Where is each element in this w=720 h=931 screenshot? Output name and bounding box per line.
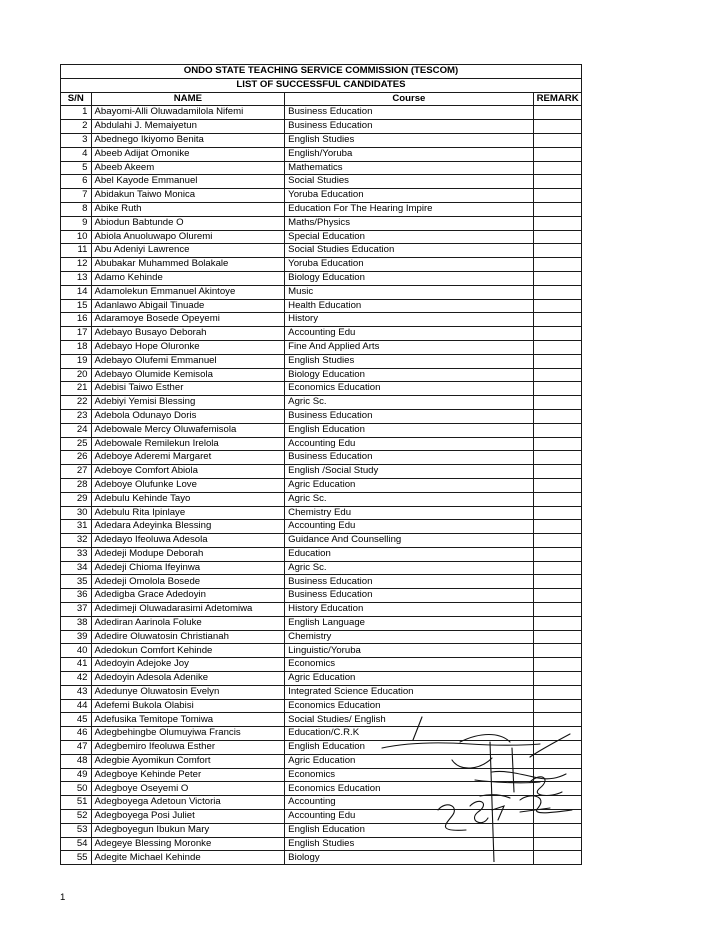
table-row [61, 382, 582, 396]
column-header-name: NAME [91, 92, 285, 106]
table-row [61, 175, 582, 189]
table-row [61, 741, 582, 755]
row-remark [533, 534, 581, 548]
row-remark [533, 354, 581, 368]
row-remark [533, 823, 581, 837]
row-remark [533, 603, 581, 617]
table-row [61, 244, 582, 258]
table-row [61, 603, 582, 617]
table-row [61, 810, 582, 824]
document-title: ONDO STATE TEACHING SERVICE COMMISSION (TESCOM) [61, 65, 582, 79]
row-remark [533, 575, 581, 589]
table-row [61, 768, 582, 782]
row-remark [533, 147, 581, 161]
row-name: Adebowale Remilekun Irelola [91, 437, 285, 451]
table-row [61, 230, 582, 244]
row-sn: 2 [61, 120, 92, 134]
row-name: Adeboye Olufunke Love [91, 478, 285, 492]
row-course: English Education [285, 823, 533, 837]
row-name: Adedeji Chioma Ifeyinwa [91, 561, 285, 575]
row-remark [533, 120, 581, 134]
table-row [61, 823, 582, 837]
row-sn: 14 [61, 285, 92, 299]
table-row [61, 547, 582, 561]
row-name: Adegboyegun Ibukun Mary [91, 823, 285, 837]
row-sn: 13 [61, 271, 92, 285]
row-sn: 54 [61, 837, 92, 851]
row-name: Adefusika Temitope Tomiwa [91, 713, 285, 727]
row-sn: 32 [61, 534, 92, 548]
row-sn: 5 [61, 161, 92, 175]
row-remark [533, 796, 581, 810]
row-sn: 37 [61, 603, 92, 617]
row-name: Adebulu Kehinde Tayo [91, 492, 285, 506]
row-name: Adegite Michael Kehinde [91, 851, 285, 865]
row-sn: 21 [61, 382, 92, 396]
row-remark [533, 230, 581, 244]
row-sn: 44 [61, 699, 92, 713]
table-row [61, 658, 582, 672]
table-row [61, 396, 582, 410]
row-course: Biology Education [285, 271, 533, 285]
table-row [61, 727, 582, 741]
row-course: Business Education [285, 451, 533, 465]
table-row [61, 630, 582, 644]
row-sn: 3 [61, 133, 92, 147]
row-sn: 7 [61, 189, 92, 203]
row-name: Abeeb Akeem [91, 161, 285, 175]
table-row [61, 492, 582, 506]
row-sn: 46 [61, 727, 92, 741]
row-sn: 28 [61, 478, 92, 492]
row-course: English Studies [285, 133, 533, 147]
row-course: History Education [285, 603, 533, 617]
row-remark [533, 699, 581, 713]
row-remark [533, 423, 581, 437]
table-row [61, 796, 582, 810]
row-course: Accounting Edu [285, 437, 533, 451]
row-name: Abubakar Muhammed Bolakale [91, 258, 285, 272]
table-row [61, 147, 582, 161]
row-name: Adebayo Olumide Kemisola [91, 368, 285, 382]
row-name: Adegbemiro Ifeoluwa Esther [91, 741, 285, 755]
table-row [61, 409, 582, 423]
row-sn: 10 [61, 230, 92, 244]
row-course: Agric Education [285, 672, 533, 686]
row-name: Adaramoye Bosede Opeyemi [91, 313, 285, 327]
table-row [61, 465, 582, 479]
table-row [61, 437, 582, 451]
row-sn: 22 [61, 396, 92, 410]
candidates-table [60, 64, 582, 865]
row-course: Economics [285, 768, 533, 782]
row-remark [533, 561, 581, 575]
row-name: Adedoyin Adesola Adenike [91, 672, 285, 686]
row-course: Economics Education [285, 382, 533, 396]
row-course: Business Education [285, 106, 533, 120]
table-row [61, 285, 582, 299]
row-sn: 50 [61, 782, 92, 796]
table-row [61, 299, 582, 313]
row-remark [533, 465, 581, 479]
row-remark [533, 741, 581, 755]
row-name: Adamolekun Emmanuel Akintoye [91, 285, 285, 299]
row-sn: 18 [61, 340, 92, 354]
row-remark [533, 837, 581, 851]
row-name: Adedunye Oluwatosin Evelyn [91, 685, 285, 699]
row-course: Accounting Edu [285, 327, 533, 341]
table-row [61, 506, 582, 520]
row-course: Chemistry [285, 630, 533, 644]
table-row [61, 368, 582, 382]
row-remark [533, 340, 581, 354]
row-sn: 31 [61, 520, 92, 534]
row-remark [533, 520, 581, 534]
row-course: English Studies [285, 354, 533, 368]
row-name: Adediran Aarinola Foluke [91, 616, 285, 630]
row-remark [533, 327, 581, 341]
row-course: Business Education [285, 575, 533, 589]
row-remark [533, 672, 581, 686]
row-name: Abidakun Taiwo Monica [91, 189, 285, 203]
row-course: English Language [285, 616, 533, 630]
row-sn: 55 [61, 851, 92, 865]
row-course: Chemistry Edu [285, 506, 533, 520]
table-row [61, 258, 582, 272]
row-name: Abike Ruth [91, 202, 285, 216]
table-row [61, 354, 582, 368]
row-remark [533, 106, 581, 120]
row-remark [533, 175, 581, 189]
row-remark [533, 368, 581, 382]
table-row [61, 133, 582, 147]
row-name: Adegbehingbe Olumuyiwa Francis [91, 727, 285, 741]
row-remark [533, 244, 581, 258]
row-name: Adegeye Blessing Moronke [91, 837, 285, 851]
row-remark [533, 133, 581, 147]
row-course: Economics [285, 658, 533, 672]
table-row [61, 575, 582, 589]
row-remark [533, 271, 581, 285]
row-sn: 51 [61, 796, 92, 810]
table-row [61, 327, 582, 341]
document-subtitle: LIST OF SUCCESSFUL CANDIDATES [61, 78, 582, 92]
row-sn: 4 [61, 147, 92, 161]
row-sn: 36 [61, 589, 92, 603]
row-course: English /Social Study [285, 465, 533, 479]
row-remark [533, 478, 581, 492]
row-name: Adebiyi Yemisi Blessing [91, 396, 285, 410]
row-sn: 17 [61, 327, 92, 341]
row-sn: 16 [61, 313, 92, 327]
row-name: Adebola Odunayo Doris [91, 409, 285, 423]
table-row [61, 106, 582, 120]
row-remark [533, 589, 581, 603]
row-name: Adegboyega Adetoun Victoria [91, 796, 285, 810]
row-sn: 24 [61, 423, 92, 437]
column-header-sn: S/N [61, 92, 92, 106]
row-name: Abayomi-Alli Oluwadamilola Nifemi [91, 106, 285, 120]
row-course: Special Education [285, 230, 533, 244]
row-name: Adedire Oluwatosin Christianah [91, 630, 285, 644]
row-name: Adedeji Modupe Deborah [91, 547, 285, 561]
row-course: Agric Education [285, 478, 533, 492]
row-sn: 48 [61, 754, 92, 768]
row-course: Agric Sc. [285, 492, 533, 506]
row-sn: 47 [61, 741, 92, 755]
row-sn: 35 [61, 575, 92, 589]
row-course: Integrated Science Education [285, 685, 533, 699]
row-course: Agric Education [285, 754, 533, 768]
table-row [61, 851, 582, 865]
row-sn: 8 [61, 202, 92, 216]
row-remark [533, 437, 581, 451]
row-remark [533, 727, 581, 741]
table-row [61, 423, 582, 437]
table-row [61, 616, 582, 630]
row-sn: 52 [61, 810, 92, 824]
row-remark [533, 658, 581, 672]
row-remark [533, 202, 581, 216]
row-name: Abel Kayode Emmanuel [91, 175, 285, 189]
row-sn: 30 [61, 506, 92, 520]
row-sn: 33 [61, 547, 92, 561]
row-name: Adeboye Aderemi Margaret [91, 451, 285, 465]
row-remark [533, 630, 581, 644]
row-sn: 15 [61, 299, 92, 313]
row-course: Education [285, 547, 533, 561]
row-course: English/Yoruba [285, 147, 533, 161]
table-row [61, 313, 582, 327]
row-sn: 11 [61, 244, 92, 258]
table-row [61, 699, 582, 713]
row-remark [533, 451, 581, 465]
row-name: Adebayo Hope Oluronke [91, 340, 285, 354]
table-row [61, 520, 582, 534]
row-sn: 38 [61, 616, 92, 630]
row-course: English Studies [285, 837, 533, 851]
row-remark [533, 313, 581, 327]
table-row [61, 271, 582, 285]
row-remark [533, 782, 581, 796]
row-sn: 23 [61, 409, 92, 423]
row-course: Social Studies Education [285, 244, 533, 258]
row-sn: 6 [61, 175, 92, 189]
row-name: Abdulahi J. Memaiyetun [91, 120, 285, 134]
row-sn: 45 [61, 713, 92, 727]
row-name: Adebulu Rita Ipinlaye [91, 506, 285, 520]
row-course: Fine And Applied Arts [285, 340, 533, 354]
row-course: Guidance And Counselling [285, 534, 533, 548]
table-row [61, 451, 582, 465]
row-name: Abu Adeniyi Lawrence [91, 244, 285, 258]
row-course: Education For The Hearing Impire [285, 202, 533, 216]
row-sn: 25 [61, 437, 92, 451]
row-remark [533, 713, 581, 727]
row-course: Yoruba Education [285, 189, 533, 203]
row-remark [533, 396, 581, 410]
row-remark [533, 382, 581, 396]
row-remark [533, 216, 581, 230]
row-course: Biology [285, 851, 533, 865]
row-name: Abeeb Adijat Omonike [91, 147, 285, 161]
table-row [61, 202, 582, 216]
row-name: Adedokun Comfort Kehinde [91, 644, 285, 658]
row-name: Adamo Kehinde [91, 271, 285, 285]
row-name: Adebayo Olufemi Emmanuel [91, 354, 285, 368]
row-sn: 27 [61, 465, 92, 479]
table-row [61, 754, 582, 768]
row-course: English Education [285, 423, 533, 437]
row-sn: 26 [61, 451, 92, 465]
row-name: Adedeji Omolola Bosede [91, 575, 285, 589]
row-course: Accounting Edu [285, 520, 533, 534]
row-sn: 1 [61, 106, 92, 120]
row-sn: 19 [61, 354, 92, 368]
row-name: Abiola Anuoluwapo Oluremi [91, 230, 285, 244]
row-course: Business Education [285, 409, 533, 423]
table-row [61, 782, 582, 796]
row-name: Adegboye Kehinde Peter [91, 768, 285, 782]
table-row [61, 644, 582, 658]
row-sn: 41 [61, 658, 92, 672]
table-row [61, 340, 582, 354]
row-remark [533, 768, 581, 782]
row-remark [533, 285, 581, 299]
row-remark [533, 547, 581, 561]
row-course: Education/C.R.K [285, 727, 533, 741]
row-sn: 40 [61, 644, 92, 658]
row-name: Adegbie Ayomikun Comfort [91, 754, 285, 768]
row-course: Economics Education [285, 782, 533, 796]
row-sn: 43 [61, 685, 92, 699]
row-course: Agric Sc. [285, 396, 533, 410]
row-course: Health Education [285, 299, 533, 313]
row-name: Adedigba Grace Adedoyin [91, 589, 285, 603]
table-row [61, 672, 582, 686]
row-name: Abiodun Babtunde O [91, 216, 285, 230]
row-sn: 53 [61, 823, 92, 837]
row-sn: 42 [61, 672, 92, 686]
row-course: Mathematics [285, 161, 533, 175]
row-remark [533, 299, 581, 313]
table-row [61, 161, 582, 175]
row-name: Adeboye Comfort Abiola [91, 465, 285, 479]
row-name: Adedoyin Adejoke Joy [91, 658, 285, 672]
page-number: 1 [60, 892, 66, 903]
row-remark [533, 644, 581, 658]
row-name: Adedara Adeyinka Blessing [91, 520, 285, 534]
row-remark [533, 685, 581, 699]
column-header-remark: REMARK [533, 92, 581, 106]
row-course: Social Studies/ English [285, 713, 533, 727]
row-name: Adegboyega Posi Juliet [91, 810, 285, 824]
row-course: Social Studies [285, 175, 533, 189]
table-row [61, 534, 582, 548]
row-course: Yoruba Education [285, 258, 533, 272]
table-row [61, 189, 582, 203]
row-name: Abednego Ikiyomo Benita [91, 133, 285, 147]
row-course: English Education [285, 741, 533, 755]
row-remark [533, 189, 581, 203]
table-row [61, 478, 582, 492]
row-remark [533, 851, 581, 865]
row-name: Adedimeji Oluwadarasimi Adetomiwa [91, 603, 285, 617]
row-course: Accounting [285, 796, 533, 810]
row-remark [533, 616, 581, 630]
row-course: Business Education [285, 589, 533, 603]
table-row [61, 685, 582, 699]
row-sn: 12 [61, 258, 92, 272]
row-remark [533, 409, 581, 423]
row-name: Adebayo Busayo Deborah [91, 327, 285, 341]
table-row [61, 713, 582, 727]
row-remark [533, 810, 581, 824]
row-course: Music [285, 285, 533, 299]
row-name: Adebisi Taiwo Esther [91, 382, 285, 396]
row-name: Adefemi Bukola Olabisi [91, 699, 285, 713]
row-name: Adedayo Ifeoluwa Adesola [91, 534, 285, 548]
row-name: Adanlawo Abigail Tinuade [91, 299, 285, 313]
table-row [61, 561, 582, 575]
table-row [61, 120, 582, 134]
row-remark [533, 161, 581, 175]
row-sn: 9 [61, 216, 92, 230]
row-course: Accounting Edu [285, 810, 533, 824]
row-remark [533, 258, 581, 272]
table-row [61, 589, 582, 603]
row-remark [533, 492, 581, 506]
row-course: Linguistic/Yoruba [285, 644, 533, 658]
row-remark [533, 506, 581, 520]
table-row [61, 216, 582, 230]
row-course: History [285, 313, 533, 327]
row-sn: 39 [61, 630, 92, 644]
row-remark [533, 754, 581, 768]
row-name: Adegboye Oseyemi O [91, 782, 285, 796]
column-header-course: Course [285, 92, 533, 106]
row-course: Economics Education [285, 699, 533, 713]
row-name: Adebowale Mercy Oluwafemisola [91, 423, 285, 437]
row-sn: 34 [61, 561, 92, 575]
row-sn: 49 [61, 768, 92, 782]
row-sn: 20 [61, 368, 92, 382]
row-course: Business Education [285, 120, 533, 134]
row-course: Biology Education [285, 368, 533, 382]
row-course: Maths/Physics [285, 216, 533, 230]
row-course: Agric Sc. [285, 561, 533, 575]
table-row [61, 837, 582, 851]
row-sn: 29 [61, 492, 92, 506]
